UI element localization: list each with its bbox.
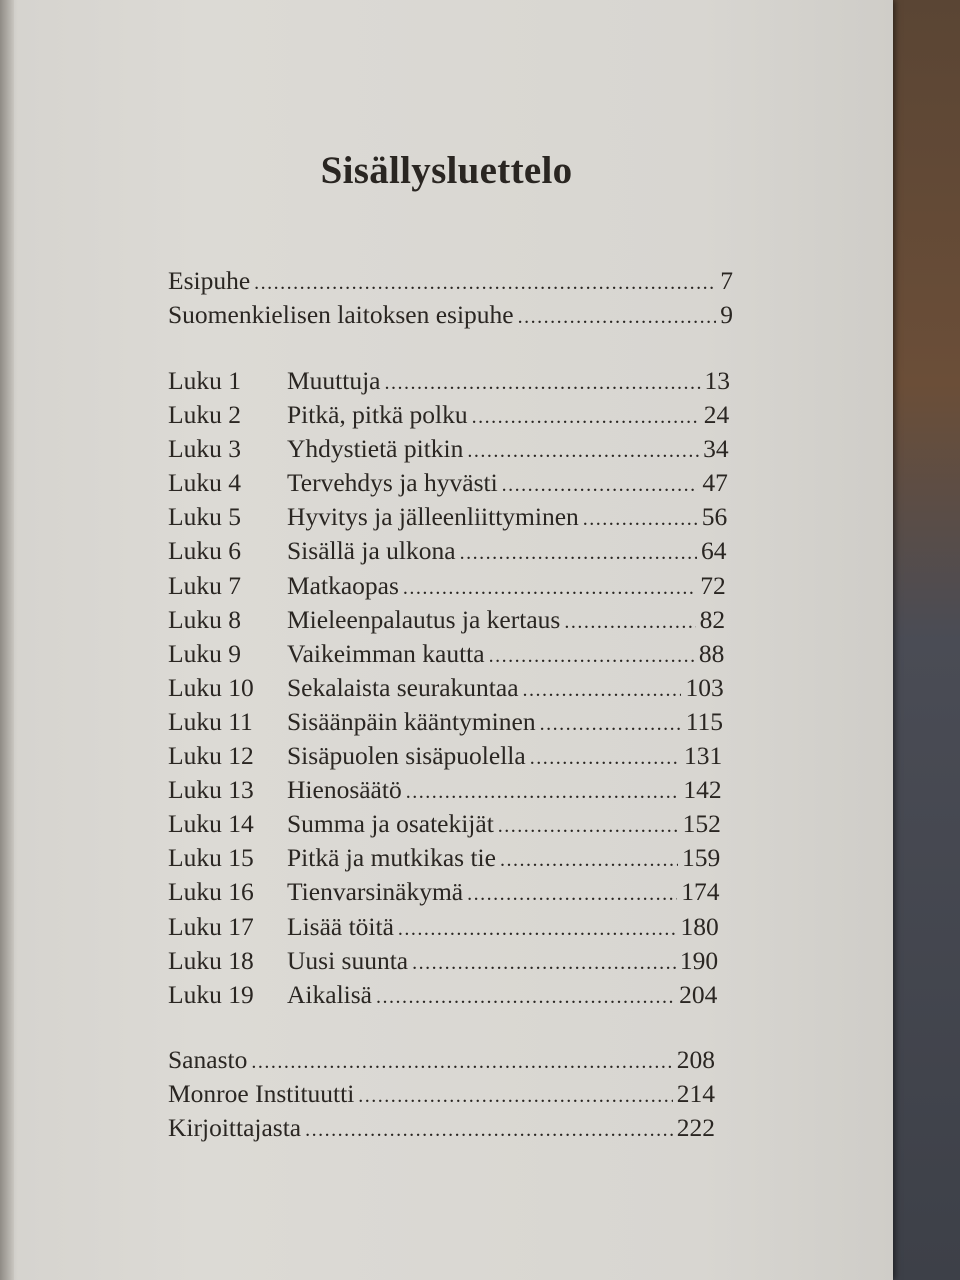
chapter-label: Luku 17 bbox=[168, 911, 254, 941]
dot-leader bbox=[498, 815, 679, 838]
page-number: 82 bbox=[699, 604, 726, 634]
toc-entry bbox=[168, 400, 729, 434]
toc-entry bbox=[168, 912, 719, 946]
page-number: 64 bbox=[701, 536, 727, 566]
dot-leader bbox=[518, 306, 717, 329]
entry-title: Esipuhe bbox=[168, 266, 251, 295]
entry-title: Pitkä, pitkä polku bbox=[287, 400, 468, 430]
toc-entry bbox=[168, 707, 723, 741]
dot-leader bbox=[500, 849, 678, 872]
chapter-label: Luku 16 bbox=[168, 877, 254, 907]
toc-entry bbox=[168, 1079, 715, 1113]
page-number: 152 bbox=[682, 809, 721, 839]
dot-leader bbox=[502, 474, 699, 497]
toc-entry bbox=[168, 843, 720, 877]
dot-leader bbox=[467, 440, 699, 463]
dot-leader bbox=[406, 781, 680, 804]
dot-leader bbox=[472, 406, 700, 429]
toc-entry bbox=[168, 300, 733, 334]
toc-entry bbox=[168, 266, 733, 300]
page-number: 190 bbox=[679, 945, 719, 975]
page-number: 142 bbox=[683, 775, 722, 805]
entry-title: Tervehdys ja hyvästi bbox=[287, 468, 498, 498]
chapter-label: Luku 8 bbox=[168, 604, 241, 634]
toc-entry bbox=[168, 366, 730, 400]
page-number: 56 bbox=[701, 502, 728, 532]
chapter-label: Luku 12 bbox=[168, 741, 254, 771]
entry-title: Mieleenpalautus ja kertaus bbox=[287, 604, 561, 634]
entry-title: Muuttuja bbox=[287, 366, 381, 395]
dot-leader bbox=[523, 679, 682, 702]
entry-title: Sanasto bbox=[168, 1045, 248, 1074]
back-matter-list bbox=[168, 1045, 715, 1147]
dot-leader bbox=[540, 713, 682, 736]
page-number: 159 bbox=[681, 843, 721, 873]
toc-entry bbox=[168, 502, 727, 536]
dot-leader bbox=[583, 508, 698, 531]
chapter-label: Luku 3 bbox=[168, 434, 241, 464]
dot-leader bbox=[564, 611, 695, 634]
entry-title: Uusi suunta bbox=[287, 945, 409, 975]
chapter-label: Luku 2 bbox=[168, 400, 241, 430]
chapter-label: Luku 7 bbox=[168, 570, 241, 600]
chapter-label: Luku 9 bbox=[168, 638, 241, 668]
page-number: 174 bbox=[681, 877, 720, 907]
dot-leader bbox=[305, 1119, 673, 1142]
toc-entry bbox=[168, 946, 718, 980]
entry-title: Sekalaista seurakuntaa bbox=[287, 672, 519, 702]
toc-entry bbox=[168, 605, 725, 639]
chapter-label: Luku 6 bbox=[168, 536, 241, 566]
page-number: 72 bbox=[700, 570, 726, 600]
entry-title: Vaikeimman kautta bbox=[287, 638, 485, 668]
entry-title: Suomenkielisen laitoksen esipuhe bbox=[168, 300, 514, 330]
page-number: 7 bbox=[720, 266, 733, 295]
chapter-label: Luku 19 bbox=[168, 979, 254, 1009]
dot-leader bbox=[251, 1051, 672, 1074]
chapter-label: Luku 1 bbox=[168, 366, 241, 395]
dot-leader bbox=[358, 1085, 672, 1108]
dot-leader bbox=[403, 577, 696, 600]
toc-entry bbox=[168, 571, 726, 605]
page-number: 214 bbox=[676, 1079, 715, 1109]
entry-title: Monroe Instituutti bbox=[168, 1079, 355, 1109]
toc-entry bbox=[168, 639, 724, 673]
dot-leader bbox=[467, 883, 677, 906]
entry-title: Sisäpuolen sisäpuolella bbox=[287, 741, 526, 771]
page-number: 34 bbox=[703, 434, 729, 464]
entry-title: Hienosäätö bbox=[287, 775, 402, 805]
page-number: 222 bbox=[676, 1113, 715, 1143]
page-number: 13 bbox=[704, 366, 730, 395]
entry-title: Tienvarsinäkymä bbox=[287, 877, 464, 907]
toc-entry bbox=[168, 468, 728, 502]
dot-leader bbox=[385, 372, 701, 395]
dot-leader bbox=[412, 952, 676, 975]
dot-leader bbox=[254, 272, 716, 295]
page-number: 47 bbox=[702, 468, 728, 498]
page-number: 24 bbox=[703, 400, 730, 430]
toc-entry bbox=[168, 536, 727, 570]
entry-title: Kirjoittajasta bbox=[168, 1113, 302, 1143]
toc-entry bbox=[168, 980, 717, 1014]
dot-leader bbox=[489, 645, 695, 668]
dot-leader bbox=[398, 918, 677, 941]
front-matter-list bbox=[168, 266, 733, 334]
toc-entry bbox=[168, 775, 722, 809]
entry-title: Summa ja osatekijät bbox=[287, 809, 494, 839]
dot-leader bbox=[376, 986, 675, 1009]
page-number: 88 bbox=[698, 638, 725, 668]
page-title: Sisällysluettelo bbox=[320, 149, 573, 192]
chapter-label: Luku 18 bbox=[168, 945, 254, 975]
chapter-label: Luku 14 bbox=[168, 809, 254, 839]
toc-entry bbox=[168, 673, 724, 707]
toc-entry bbox=[168, 877, 720, 911]
chapter-label: Luku 15 bbox=[168, 843, 254, 873]
page-number: 115 bbox=[685, 706, 723, 736]
toc-entry bbox=[168, 434, 729, 468]
page-number: 208 bbox=[676, 1045, 715, 1074]
dot-leader bbox=[460, 542, 697, 565]
page-number: 9 bbox=[720, 300, 733, 330]
entry-title: Lisää töitä bbox=[287, 911, 394, 941]
entry-title: Aikalisä bbox=[287, 979, 372, 1009]
chapter-label: Luku 5 bbox=[168, 502, 241, 532]
entry-title: Hyvitys ja jälleenliittyminen bbox=[287, 502, 579, 532]
entry-title: Sisäänpäin kääntyminen bbox=[287, 706, 536, 736]
page-number: 131 bbox=[684, 741, 723, 771]
chapter-label: Luku 4 bbox=[168, 468, 241, 498]
chapter-label: Luku 13 bbox=[168, 775, 254, 805]
entry-title: Yhdystietä pitkin bbox=[287, 434, 464, 464]
page-number: 180 bbox=[680, 911, 719, 941]
page-number: 204 bbox=[679, 979, 718, 1009]
toc-entry bbox=[168, 809, 721, 843]
entry-title: Sisällä ja ulkona bbox=[287, 536, 456, 566]
toc-entry bbox=[168, 1045, 715, 1079]
chapter-list bbox=[168, 366, 730, 1014]
chapter-label: Luku 11 bbox=[168, 706, 253, 736]
toc-entry bbox=[168, 1113, 715, 1147]
toc-entry bbox=[168, 741, 722, 775]
entry-title: Pitkä ja mutkikas tie bbox=[287, 843, 496, 873]
page-number: 103 bbox=[685, 672, 724, 702]
chapter-label: Luku 10 bbox=[168, 672, 254, 702]
dot-leader bbox=[530, 747, 680, 770]
entry-title: Matkaopas bbox=[287, 570, 399, 600]
